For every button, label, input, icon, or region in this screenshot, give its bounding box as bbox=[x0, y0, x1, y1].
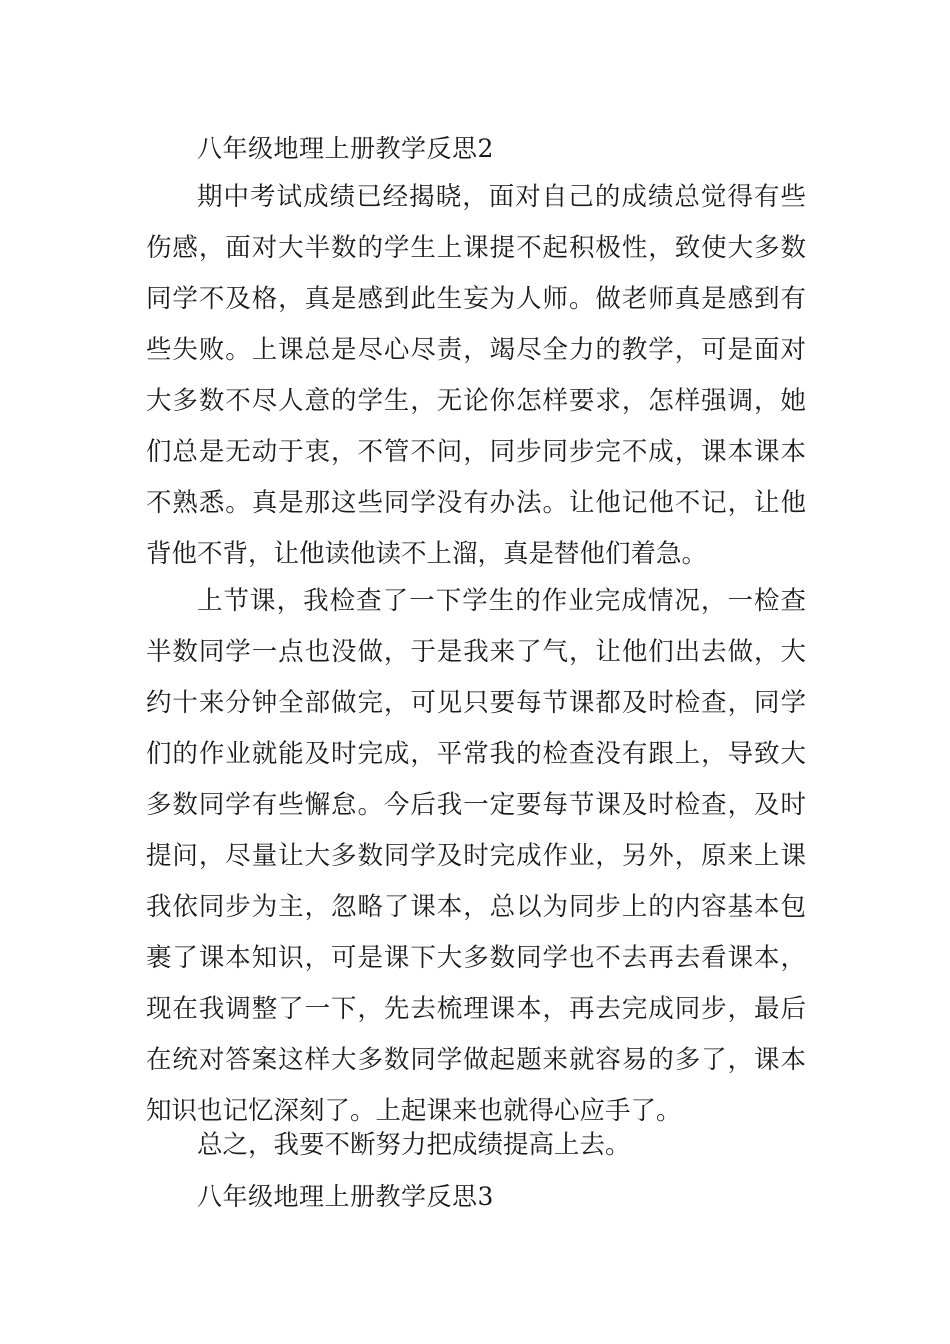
paragraph-exam-results: 期中考试成绩已经揭晓，面对自己的成绩总觉得有些伤感，面对大半数的学生上课提不起积极性，致使大多数同学不及格，真是感到此生妄为人师。做老师真是感到有些失败。上课总是尽心尽责，竭尽全力的教学，可是面对大多数不尽人意的学生，无论你怎样要求，怎样强调，她们总是无动于衷，不管不问，同步同步完不成，课本课本不熟悉。真是那这些同学没有办法。让他记他不记，让他背他不背，让他读他读不上溜，真是替他们着急。 bbox=[146, 182, 806, 569]
section-heading-3: 八年级地理上册教学反思3 bbox=[197, 1182, 494, 1211]
paragraph-homework-check: 上节课，我检查了一下学生的作业完成情况，一检查半数同学一点也没做，于是我来了气，让他们出去做，大约十来分钟全部做完，可见只要每节课都及时检查，同学们的作业就能及时完成，平常我的检查没有跟上，导致大多数同学有些懈怠。今后我一定要每节课及时检查，及时提问，尽量让大多数同学及时完成作业，另外，原来上课我依同步为主，忽略了课本，总以为同步上的内容基本包裹了课本知识，可是课下大多数同学也不去再去看课本，现在我调整了一下，先去梳理课本，再去完成同步，最后在统对答案这样大多数同学做起题来就容易的多了，课本知识也记忆深刻了。上起课来也就得心应手了。 bbox=[146, 586, 806, 1126]
paragraph-conclusion: 总之，我要不断努力把成绩提高上去。 bbox=[197, 1130, 631, 1160]
section-heading-2: 八年级地理上册教学反思2 bbox=[197, 134, 494, 163]
